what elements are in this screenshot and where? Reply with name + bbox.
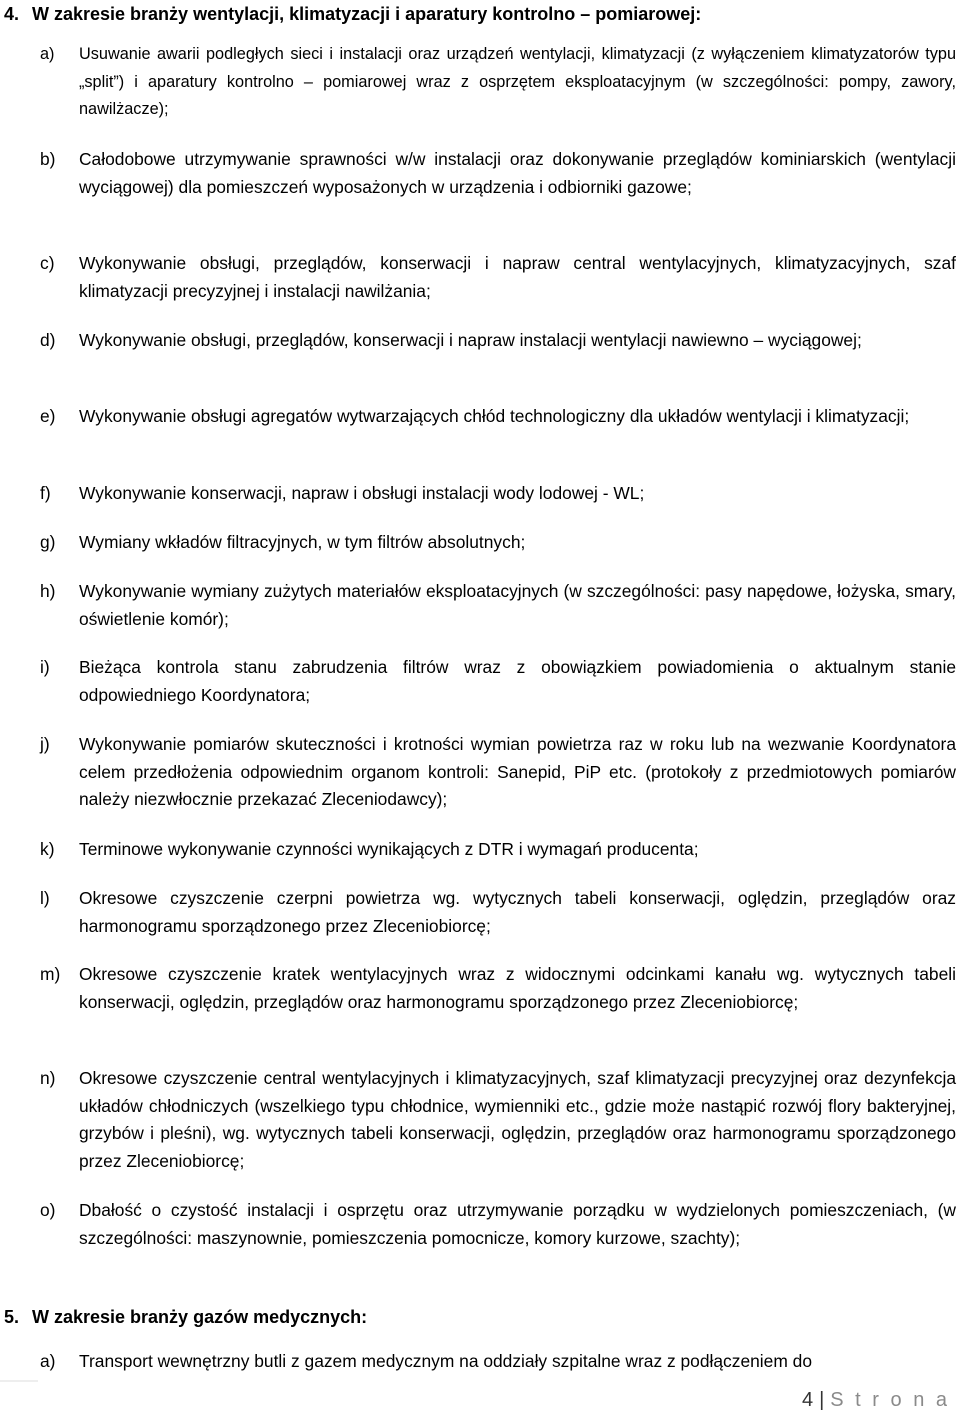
list-item-text: Okresowe czyszczenie central wentylacyjnych i klimatyzacyjnych, szaf klimatyzacji precyzyjnej oraz dezynfekcja układów chłodniczych (wszelkiego typu chłodnice, wymienniki etc., gdzie może nastąpić rozwój flory bakteryjnej, grzybów i pleśni), wg. wytycznych tabeli konserwacji, oględzin, przeglądów oraz harmonogramu sporządzonego przez Zleceniobiorcę; xyxy=(79,1068,956,1171)
list-item-text: Okresowe czyszczenie czerpni powietrza wg. wytycznych tabeli konserwacji, oględzin, przeglądów oraz harmonogramu sporządzonego przez Zleceniobiorcę; xyxy=(79,888,956,936)
list-item-label: m) xyxy=(40,964,61,984)
list-item-k xyxy=(40,836,956,864)
page-number: 4 xyxy=(801,1389,814,1411)
list-item-label: j) xyxy=(40,734,50,754)
list-item-b xyxy=(40,146,956,201)
list-item-label: k) xyxy=(40,839,55,859)
list-item-h xyxy=(40,578,956,633)
list-item-e xyxy=(40,403,956,431)
section-number: 5. xyxy=(4,1307,20,1327)
section-heading-4 xyxy=(4,2,701,26)
list-item-text: Wykonywanie konserwacji, napraw i obsługi instalacji wody lodowej - WL; xyxy=(79,483,645,503)
list-item-label: g) xyxy=(40,532,56,552)
list-item-label: l) xyxy=(40,888,50,908)
list-item-i xyxy=(40,654,956,709)
list-item-text: Wymiany wkładów filtracyjnych, w tym filtrów absolutnych; xyxy=(79,532,526,552)
list-item-text: Wykonywanie wymiany zużytych materiałów eksploatacyjnych (w szczególności: pasy napędowe, łożyska, smary, oświetlenie komór); xyxy=(79,581,956,629)
section-heading-5 xyxy=(4,1305,367,1329)
list-item-text: Wykonywanie pomiarów skuteczności i krotności wymian powietrza raz w roku lub na wezwanie Koordynatora celem przedłożenia odpowiednim organom kontroli: Sanepid, PiP etc. (protokoły z przedmiotowych pomiarów należy niezwłocznie przekazać Zleceniodawcy); xyxy=(79,734,956,809)
page-corner-decoration xyxy=(0,1372,38,1382)
page-footer xyxy=(802,1386,950,1414)
list-item-g xyxy=(40,529,956,557)
list-item-d xyxy=(40,327,956,355)
list-item-text: Bieżąca kontrola stanu zabrudzenia filtrów wraz z obowiązkiem powiadomienia o aktualnym stanie odpowiedniego Koordynatora; xyxy=(79,657,956,705)
list-item-l xyxy=(40,885,956,940)
list-item-label: c) xyxy=(40,253,55,273)
list-item-f xyxy=(40,480,956,508)
list-item-text: Okresowe czyszczenie kratek wentylacyjnych wraz z widocznymi odcinkami kanału wg. wytycznych tabeli konserwacji, oględzin, przeglądów oraz harmonogramu sporządzonego przez Zleceniobiorcę; xyxy=(79,964,956,1012)
list-item-n xyxy=(40,1065,956,1175)
list-item-label: a) xyxy=(40,45,55,63)
list-item-o xyxy=(40,1197,956,1252)
list-item-text: Terminowe wykonywanie czynności wynikających z DTR i wymagań producenta; xyxy=(79,839,699,859)
list-item-label: e) xyxy=(40,406,56,426)
list-item-m xyxy=(40,961,956,1016)
section-title: W zakresie branży gazów medycznych: xyxy=(32,1307,368,1327)
list-item-a xyxy=(40,41,956,124)
list-item-text: Wykonywanie obsługi, przeglądów, konserwacji i napraw instalacji wentylacji nawiewno – wyciągowej; xyxy=(79,330,862,350)
list-item-c xyxy=(40,250,956,305)
list-item-j xyxy=(40,731,956,814)
list-item-label: i) xyxy=(40,657,50,677)
section-title: W zakresie branży wentylacji, klimatyzacji i aparatury kontrolno – pomiarowej: xyxy=(32,4,702,24)
footer-page-word: S t r o n a xyxy=(830,1389,950,1411)
list-item-text: Wykonywanie obsługi, przeglądów, konserwacji i napraw central wentylacyjnych, klimatyzacyjnych, szaf klimatyzacji precyzyjnej i instalacji nawilżania; xyxy=(79,253,956,301)
list-item-label: f) xyxy=(40,483,51,503)
list-item-label: o) xyxy=(40,1200,56,1220)
list-item-text: Całodobowe utrzymywanie sprawności w/w instalacji oraz dokonywanie przeglądów kominiarskich (wentylacji wyciągowej) dla pomieszczeń wyposażonych w urządzenia i odbiorniki gazowe; xyxy=(79,149,956,197)
list-item-label: h) xyxy=(40,581,56,601)
list-item-5a xyxy=(40,1348,956,1376)
list-item-text: Usuwanie awarii podległych sieci i instalacji oraz urządzeń wentylacji, klimatyzacji (z wyłączeniem klimatyzatorów typu „split”) i aparatury kontrolno – pomiarowej wraz z osprzętem eksploatacyjnym (w szczególności: pompy, zawory, nawilżacze); xyxy=(79,45,956,118)
list-item-label: b) xyxy=(40,149,56,169)
list-item-label: a) xyxy=(40,1351,56,1371)
footer-separator: | xyxy=(819,1389,825,1411)
list-item-text: Dbałość o czystość instalacji i osprzętu oraz utrzymywanie porządku w wydzielonych pomieszczeniach, (w szczególności: maszynownie, pomieszczenia pomocnicze, komory kurzowe, szachty); xyxy=(79,1200,956,1248)
list-item-text: Wykonywanie obsługi agregatów wytwarzających chłód technologiczny dla układów wentylacji i klimatyzacji; xyxy=(79,406,910,426)
list-item-text: Transport wewnętrzny butli z gazem medycznym na oddziały szpitalne wraz z podłączeniem do xyxy=(79,1351,812,1371)
list-item-label: d) xyxy=(40,330,56,350)
list-item-label: n) xyxy=(40,1068,56,1088)
section-number: 4. xyxy=(4,4,20,24)
